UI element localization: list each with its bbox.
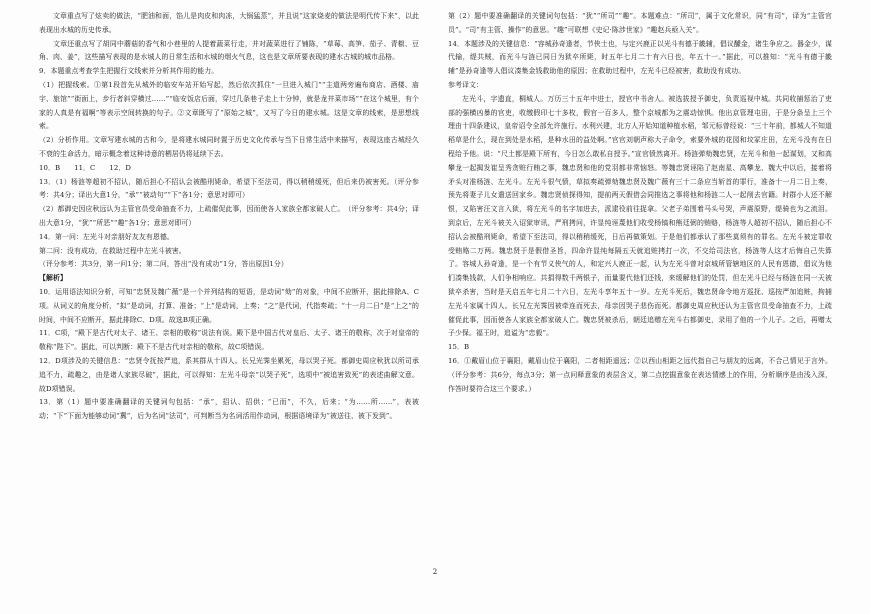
paragraph: 10．B 11．C 12．D	[39, 163, 131, 172]
paragraph: 12．D项涉及的关键信息：“忠贤令抚按严追，系其群从十四人。长兄光霁坐累死，母以哭子死。都御史周应秋犹以所司承追不力，疏趣之，由是诸人家族尽破”，据此，可以得知：左光斗母亲“以哭子死”，选项中“被追害致死”的表述曲解文意。故D项错误。	[39, 356, 419, 393]
paragraph: （2）分析作用。文章写建水城的古和今，是将建水城同时置于历史文化传承与当下日常生活中来描写，表现这座古城经久不衰的生命活力，暗示概念着这种诗意的栖居仍将延续下去。	[39, 136, 419, 158]
paragraph: （2）都御史因应秋远认为主管官员受命抽查不力，上疏催促此事，因而使各人家族全都家破人亡。 （评分参考：共4分；译出大意1分，“犹”“所恶”“趣”各1分；意思对即可）	[39, 205, 419, 227]
paragraph: 第二问：没有成功，在救助过程中左光斗被害。	[39, 246, 186, 255]
paragraph: 参考译文：	[448, 80, 483, 89]
paragraph: 左光斗，字遗直，桐城人。万历三十五年中进士，授官中书舍人。被选拔授予御史，负责巡视中城。共同收捕惩治了吏部的强横凶暴的官吏，收缴假印七十多枚，假官一百多人，整个京城都为之震动惊惧。他出京管理屯田，于是分条呈上三个理由十四条建议，皇帝诏令全部允许施行。水利兴建，北方人开始知道种植水稻，邹元标曾经说：“三十年前，都城人不知道稻草是什么，现在到处是水稻，是种水田的益处啊。”官官刘朝声称大子命令，索要外城的花园和坟冢庄田，左光斗没有在日程给予他。说：“尺土都是殿下所有，今日怎么敢私自授予。”宣官愤然离开。杨涟弹劾魏忠贤，左光斗和他一起谋划，又和高攀龙一起揭发崔呈秀贪赃行贿之事，魏忠贤和他的党羽都非常恼怒。等魏忠贤诬陷了赵南星、高攀龙、魏大中以后，接着将矛头对准杨涟、左光斗。左光斗很气愤，草拟奏疏弹劾魏忠贤及魏广薇有三十二条应当斩首的罪行，准备十一月二日上奏，预先将妻子儿女遣送回家乡。魏忠贤侦探得知，提前两天假借会同推选之事将他和杨涟二人一起削去官籍。时群小人还不解恨，又陷害汪文言入狱，将左光斗的名字加进去，派逮役前往捉拿。父老子弟围着马头号哭，声震原野，缇骑也为之流泪。到京后，左光斗被关入诏狱审讯，严刑拷问，许显纯诬蔑他们收受杨镐和熊廷弼的贿赂，杨涟等人超初不招认，随后担心不招认会被酷刑毙命，希望下至法司，得以稍稍缓死，日后再做策划。于是他们都承认了那些莫须有的罪名。左光斗被定罪收受贿赂二万两。魏忠贤于是假借圣旨，四命许显纯每隔五天就追赃拷打一次，不交给司法官，杨涟等人这才后悔自己失算了。容城人孙奇逢，是一个有节义侠气的人，和定兴人鹿正一起，认为左光斗曾对京城所管辖地区的人民有恩德，倡议为他们凑集钱款，人们争相响应。共捐得数千两银子，而量要代他们还钱，来缓解他们的处罚，但左光斗已经与杨涟在同一天被狱卒杀害，当时是天启五年七月二十六日，左光斗享年五十一岁。左光斗死后，魏忠贤命令地方巡抚、巡按严加追赃，拘捕左光斗家属十四人。长兄左光霁因被牵连而死去，母亲因哭子悲伤而死。都御史周应秋还认为主管官员受命抽查不力，上疏催促此事，因而使各人家族全都家破人亡。魏忠贤被杀后，朝廷追赠左光斗右都御史，录用了他的一个儿子。之后，再赠太子少保。福王时，追谥为“忠毅”。	[448, 94, 832, 338]
paragraph: 文章还重点写了胡同中蘑菇的香气和小巷里的人提着蔬菜行走，并对蔬菜进行了铺陈，“草莓、高笋、茄子、青椒、豆角、肉、姜”，这些描写表现的是水城人的日常生活和水城的烟火气息，这也是文章所要表现的建水古城的城市品格。	[39, 39, 419, 62]
left-column	[39, 10, 419, 424]
paragraph: 文章重点写了炫卖的做法，“肥油和面，馅儿是肉皮和肉冻，大锅猛蒸”，并且说“这家烧麦的做法是明代传下来”，以此表现出水城的历史传承。	[39, 12, 419, 34]
page-number: 2	[432, 568, 438, 576]
paragraph: 【解析】	[39, 274, 67, 283]
paragraph: （1）把握线索。①第1段首先从城外的临安车站开始写起，然后依次抓住“一旦进入城门”“主道两旁遍布商店、酒楼、庙宇、旅馆”“街面上，步行者斜穿横过……”“临安饭店后面，穿过几条巷子走上十分钟，就是龙井菜市场”“在这个城里，有个家的人真是有福啊”等表示空间转换的句子。②文章既写了“原始之城”，又写了今日的建水城。这是文章的线索，是思想线索。	[39, 80, 419, 131]
paragraph: 13．第（1）题中要准确翻译的关键词句包括：“承”，招认、招供；“已而”，不久，后来；“为……所……”，表被动；“下”下面为能够动词“冀”，后为名词“法司”，可判断当为名词活用作动词，根据语境译为“被送往、被下发到”。	[39, 398, 419, 421]
right-column	[448, 10, 832, 396]
paragraph: 14．第一问：左光斗对亲朋好友友有恩德。	[39, 232, 174, 241]
paragraph: 第（2）题中要准确翻译的关键词句包括：“犹”“所司”“趣”。本题难点：“所司”，属于文化常识，同“有司”，译为“主管官员”。“司”有主管、操作”的意思。“趣”可联想《史记·陈涉世家》“趣赵兵亟入关”。	[448, 12, 832, 34]
paragraph: 14．本题涉及的关键信息：“容城孙奇逢者，节侠士也，与定兴鹿正以光斗有德于畿辅，倡议醵金，诸生争应之。器金少，谋代输，缇共贼，而光斗与涟已同日为狱卒所毙，时五年七月二十有六日也，年五十一。”据此，可以推知：“光斗有德于畿辅”是孙奇逢等人倡议凑集金钱救助他的原因；在救助过程中，左光斗已经被害，救助没有成功。	[448, 39, 832, 76]
paragraph: 11．C项，“殿下是古代对太子、诸王、亲相的敬称”说法有误。殿下是中国古代对皇后、太子、诸王的敬称，次于对皇帝的敬称“陛下”。据此，可以判断：殿下不是古代对亲相的敬称，故C项错误。	[39, 329, 419, 352]
paragraph: 13．（1）杨涟等超初不招认，随后担心不招认会被酷刑毙命，希望下至法司，得以稍稍缓死，但后来仍被害死。（评分参考：共4分；译出大意1分，“承”“被动句”“下”各1分；意思对即可）	[39, 177, 419, 200]
paragraph: 10．运用语法知识分析，可知“忠贤及魏广薇”是一个并列结构的短语，是动词“劾”的对象，中间不应断开，据此排除A、C项。从词义的角度分析，“拟”是动词，打算、准备；“上”是动词，上奏；“之”是代词，代指奏疏；“十一月二日”是“上之”的时间，中间不应断开，据此排除C、D项。故选B项正确。	[39, 287, 419, 324]
paragraph: （评分参考：共3分，第一问1分；第二问，答出“没有成功”1分，答出原因1分）	[39, 260, 288, 269]
paragraph: 9．本题重点考查学生把握行文线索并分析其作用的能力。	[39, 67, 219, 76]
paragraph: 16．①戴眉山位于襄阳，戴眉山位于襄阳，二者相距遥远；②以西山相距之远代指自己与朋友的远离，不合己情见于言外。（评分参考：共6分，每点3分；第一点问释意象的表层含义，第二点挖掘意象在表达情感上的作用，分析顺序是由浅入深，作答时要符合这三个要求。）	[448, 356, 832, 393]
paragraph: 15．B	[448, 343, 470, 352]
